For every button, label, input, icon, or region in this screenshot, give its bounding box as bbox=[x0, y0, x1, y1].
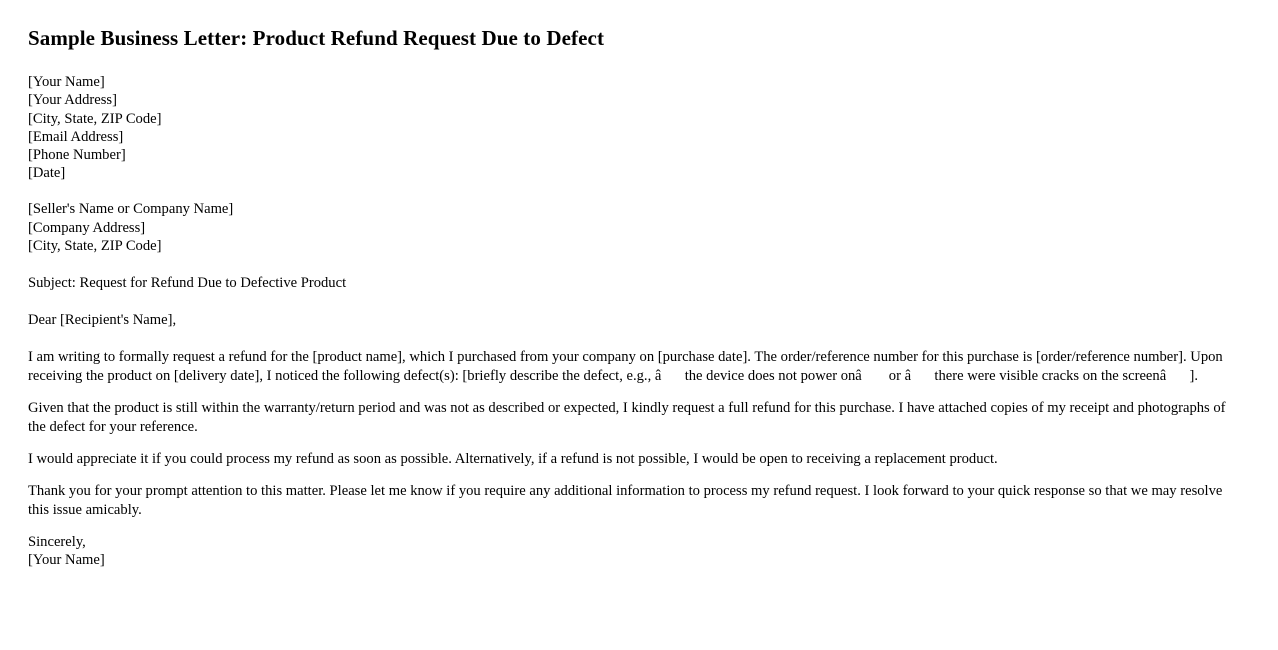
sender-line-city-state-zip: [City, State, ZIP Code] bbox=[28, 110, 162, 127]
body-paragraph-3: I would appreciate it if you could process my refund as soon as possible. Alternatively, if a refund is not possible, I would be open to receiving a replacement product. bbox=[28, 451, 998, 468]
recipient-line-address: [Company Address] bbox=[28, 219, 146, 236]
recipient-line-city-state-zip: [City, State, ZIP Code] bbox=[28, 237, 162, 254]
body-paragraph-1: I am writing to formally request a refund for the [product name], which I purchased from your company on [purchase date]. The order/reference number for this purchase is [order/reference number]. Upon receiving the product on [delivery date], I noticed the following defect(s): [briefly describe the defect, e.g., âthe device does not power onâ or âthere were visible cracks on the screenâ]. bbox=[28, 349, 1223, 384]
sender-line-phone: [Phone Number] bbox=[28, 147, 126, 163]
closing-block bbox=[28, 533, 1250, 569]
body-paragraph-2: Given that the product is still within the warranty/return period and was not as described or expected, I kindly request a full refund for this purchase. I have attached copies of my receipt and photographs of the defect for your reference. bbox=[28, 400, 1226, 435]
recipient-address-block bbox=[28, 200, 1250, 255]
sender-line-date: [Date] bbox=[28, 165, 66, 182]
recipient-line-name: [Seller's Name or Company Name] bbox=[28, 201, 234, 218]
closing-signature-name: [Your Name] bbox=[28, 552, 105, 569]
sender-line-name: [Your Name] bbox=[28, 74, 105, 91]
subject-line: Subject: Request for Refund Due to Defective Product bbox=[28, 275, 347, 292]
salutation: Dear [Recipient's Name], bbox=[28, 312, 177, 329]
page-title: Sample Business Letter: Product Refund Request Due to Defect bbox=[28, 26, 605, 50]
body-paragraph-4: Thank you for your prompt attention to this matter. Please let me know if you require any additional information to process my refund request. I look forward to your quick response so that we may resolve this issue amicably. bbox=[28, 483, 1223, 518]
sender-address-block bbox=[28, 73, 1250, 182]
sender-line-address: [Your Address] bbox=[28, 92, 117, 109]
closing-salutation: Sincerely, bbox=[28, 534, 86, 551]
sender-line-email: [Email Address] bbox=[28, 128, 124, 145]
